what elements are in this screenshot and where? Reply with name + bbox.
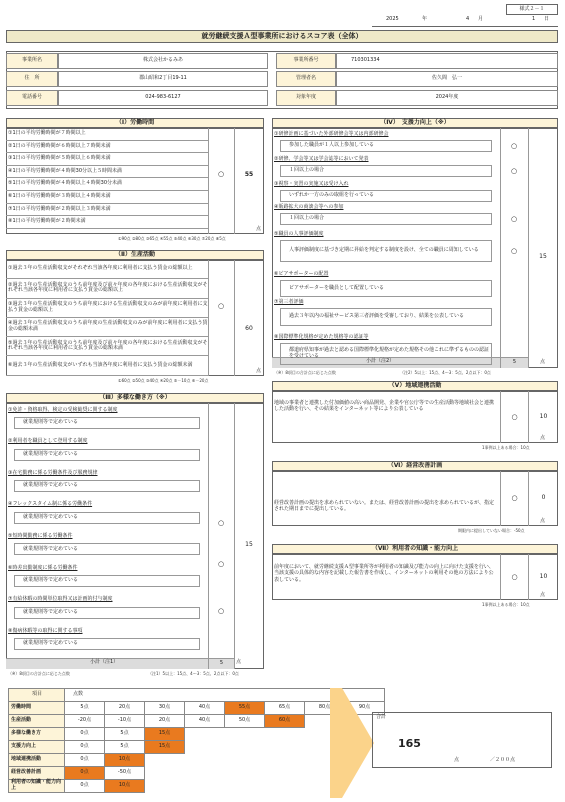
info-name-value: 株式会社かるみあ: [58, 53, 268, 69]
score-cell: 50点: [225, 715, 265, 728]
s3-item-sub: 就業規則等で定めている: [14, 449, 200, 461]
score-cell-empty: [225, 728, 265, 741]
s4-unit: 点: [540, 359, 546, 365]
s3-item-sub: 就業規則等で定めている: [14, 417, 200, 429]
score-cell: 80点: [305, 702, 345, 715]
score-row-label: 経営改善計画: [9, 767, 65, 780]
s1-score-col: [234, 128, 264, 234]
s4-note-left: （※）8項目の合計点に応じた点数: [274, 370, 336, 375]
score-row-label: 利用者の知識・能力向上: [9, 780, 65, 793]
page-title: 就労継続支援Ａ型事業所におけるスコア表（全体）: [6, 30, 558, 43]
score-row-label: 労働時間: [9, 702, 65, 715]
score-cell-empty: [265, 728, 305, 741]
score-cell-empty: [145, 767, 185, 780]
s3-mark-col: [208, 403, 234, 658]
s7-title: （Ⅶ）利用者の知識・能力向上: [272, 544, 558, 554]
s2-unit: 点: [256, 368, 262, 374]
s2-mark: ○: [217, 302, 225, 311]
score-row-label: 多様な働き方: [9, 728, 65, 741]
s6-foot: 期限内に提出していない場合：-50点: [458, 528, 525, 533]
s3-item-head: ③在宅勤務に係る労働条件及び服務規律: [8, 469, 98, 476]
s1-row: ④1日の平均労働時間が４時間30分以上５時間未満: [6, 166, 208, 179]
score-cell: 65点: [265, 702, 305, 715]
s6-unit: 点: [540, 518, 546, 524]
score-cell: 30点: [145, 702, 185, 715]
s1-row: ⑧1日の平均労働時間が２時間未満: [6, 216, 208, 229]
score-cell: 60点: [265, 715, 305, 728]
score-cell: 5点: [105, 741, 145, 754]
s4-item-sub: ピアサポーターを職員として配置している: [280, 280, 492, 297]
s4-item-head: ③視察・実習の実施又は受け入れ: [274, 180, 349, 187]
s1-row: ⑦1日の平均労働時間が２時間以上３時間未満: [6, 204, 208, 217]
s3-note-right: （注1）5以上：15点、4～3：5点、2点以下：0点: [148, 671, 239, 676]
s4-score: 15: [539, 252, 547, 260]
s4-item-mark: ○: [510, 246, 518, 255]
s2-row: ②過去３年の生産活動収支のうち前年度及び前々年度の各年度における生産活動収支がそれぞれ当該各年度に利用者に支払う賃金の総額以上: [6, 279, 208, 298]
s5-foot: 1事例以上ある場合：10点: [482, 445, 530, 450]
s7-mark: ○: [500, 554, 528, 600]
score-cell: -50点: [105, 767, 145, 780]
s3-subtotal-row: [6, 658, 234, 669]
s1-row: ⑥1日の平均労働時間が３時間以上４時間未満: [6, 191, 208, 204]
s5-title: （Ⅴ）地域連携活動: [272, 381, 558, 391]
score-header-item: 項目: [9, 689, 65, 702]
s4-item-mark: ○: [510, 214, 518, 223]
s2-mark-col: [208, 260, 234, 376]
info-num-value: 710301334: [336, 53, 558, 69]
score-row-label: 地域連携活動: [9, 754, 65, 767]
score-table: [8, 688, 385, 793]
total-value: 165: [398, 737, 421, 750]
score-cell: 55点: [225, 702, 265, 715]
form-label: 様式２－１: [506, 4, 558, 15]
s4-title: （Ⅳ） 支援力向上（※）: [272, 118, 558, 128]
date-day-unit: 日: [544, 16, 550, 22]
score-cell: 40点: [185, 715, 225, 728]
score-cell: 10点: [105, 780, 145, 793]
s4-subtotal: 5: [500, 357, 528, 368]
s4-note-right: （注2）5以上：15点、4～3：5点、2点以下：0点: [400, 370, 491, 375]
s3-item-sub: 就業規則等で定めている: [14, 480, 200, 492]
s4-score-col: [528, 128, 558, 368]
score-cell-empty: [145, 780, 185, 793]
s4-item-head: ⑤職員の人事評価制度: [274, 230, 324, 237]
date-line: [372, 17, 558, 27]
score-cell-empty: [185, 767, 225, 780]
score-cell-empty: [185, 728, 225, 741]
info-tel-value: 024-983-6127: [58, 90, 268, 106]
score-cell: 20点: [105, 702, 145, 715]
s4-item-sub: 過去３年以内の福祉サービス第三者評価を受審しており、結果を公表している: [280, 308, 492, 326]
date-day: 1: [532, 16, 536, 22]
s7-unit: 点: [540, 592, 546, 598]
s7-foot: 1事例以上ある場合：10点: [482, 602, 530, 607]
s1-unit: 点: [256, 226, 262, 232]
s4-item-head: ⑧国際標準化規格が定めた規格等の認証等: [274, 333, 369, 340]
s1-score: 55: [244, 170, 254, 178]
date-year: 2025: [386, 16, 399, 22]
score-cell: 0点: [65, 780, 105, 793]
s3-item-head: ⑧傷病休暇等の取得に関する事項: [8, 627, 83, 634]
s4-item-head: ⑦第三者評価: [274, 298, 304, 305]
s5-text: 地域の事業者と連携した付加価値の高い商品開発、企業や官公庁等での生産活動等地域社会と連携した活動を行い、その結果をインターネット等により公表している: [274, 400, 495, 413]
s3-item-head: ⑤短時間勤務に係る労働条件: [8, 533, 73, 540]
s3-item-head: ⑦有給休暇の時間単位取得又は計画的付与制度: [8, 596, 113, 603]
s5-unit: 点: [540, 435, 546, 441]
info-tel-label: 電話番号: [6, 90, 58, 106]
s3-mark-2: ○: [217, 560, 225, 569]
s3-item-head: ②利用者を職員として登用する制度: [8, 438, 88, 445]
info-mgr-value: 佐久間 弘一: [336, 71, 558, 87]
s7-score: 10: [528, 554, 558, 600]
score-cell: -10点: [105, 715, 145, 728]
s3-item-sub: 就業規則等で定めている: [14, 607, 200, 619]
s4-item-sub: 都道府県知事が過去と認める国際標準化規格が定めた規格その他これに準ずるものの認証を受けている: [280, 343, 492, 365]
info-name-label: 事業所名: [6, 53, 58, 69]
info-addr-label: 住 所: [6, 71, 58, 87]
s3-mark-3: ○: [217, 607, 225, 616]
s4-item-mark: ○: [510, 166, 518, 175]
score-cell-empty: [185, 741, 225, 754]
score-cell-empty: [225, 767, 265, 780]
s2-title: （Ⅱ）生産活動: [6, 250, 264, 260]
s1-row: ②1日の平均労働時間が６時間以上７時間未満: [6, 141, 208, 154]
s3-item-head: ⑥時差出勤制度に係る労働条件: [8, 564, 78, 571]
score-cell-empty: [265, 754, 305, 767]
info-year-value: 2024年度: [336, 90, 558, 106]
score-cell: 0点: [65, 767, 105, 780]
total-max: ／２００点: [490, 757, 516, 763]
s3-item-sub: 就業規則等で定めている: [14, 543, 200, 555]
s4-item-head: ①研修計画に基づいた外部研修会等又は内部研修会: [274, 130, 389, 137]
s4-item-head: ②研修、学会等又は学会誌等において発表: [274, 155, 369, 162]
score-cell: 20点: [145, 715, 185, 728]
s6-mark: ○: [500, 471, 528, 526]
score-cell: 0点: [65, 754, 105, 767]
s2-row: ③過去３年の生産活動収支のうち前年度における生産活動収支のみが前年度に利用者に支払う賃金の総額以上: [6, 299, 208, 318]
info-year-label: 対象年度: [276, 90, 336, 106]
s3-subtotal: 5: [208, 658, 234, 669]
score-cell-empty: [225, 780, 265, 793]
score-cell: 5点: [65, 702, 105, 715]
s4-item-sub: 人事評価制度に基づき定期に昇給を判定する制度を設け、全ての職員に周知している: [280, 240, 492, 262]
score-cell: 15点: [145, 728, 185, 741]
s1-title: （Ⅰ）労働時間: [6, 118, 264, 128]
s4-item-sub: いずれか一方のみの取組を行っている: [280, 190, 492, 202]
info-addr-value: 郡山昭和2丁目19-11: [58, 71, 268, 87]
s4-item-sub: １回以上の場合: [280, 213, 492, 225]
s3-subtotal-label: 小計（注1）: [90, 659, 119, 665]
s3-item-head: ①免許・資格取得、検定の受検勧奨に関する制度: [8, 406, 118, 413]
s1-row: ⑤1日の平均労働時間が４時間以上４時間30分未満: [6, 178, 208, 191]
s3-subtotal-unit: 点: [236, 659, 242, 665]
score-cell-empty: [145, 754, 185, 767]
s1-foot: ①90点 ②80点 ③65点 ④55点 ⑤40点 ⑥30点 ⑦20点 ⑧5点: [118, 236, 226, 241]
score-cell: 0点: [65, 728, 105, 741]
s7-text: 前年度において、就労継続支援Ａ型事業所等が利用者の知識及び能力の向上に向けた支援を行い、当該支援の具体的な内容を記載した報告書を作成し、インターネットの利用その他の方法により公表している。: [274, 564, 494, 583]
s2-row: ①過去３年の生産活動収支がそれぞれ当該各年度に利用者に支払う賃金の総額以上: [6, 260, 208, 279]
s4-subtotal-label: 小計（注2）: [366, 358, 395, 364]
arrow-shape: [330, 688, 374, 798]
s3-item-sub: 就業規則等で定めている: [14, 575, 200, 587]
score-cell-empty: [265, 741, 305, 754]
s2-score-col: [234, 260, 264, 376]
s6-title: （Ⅵ）経営改善計画: [272, 461, 558, 471]
s3-item-head: ④フレックスタイム制に係る労働条件: [8, 501, 93, 508]
s2-row: ⑥過去３年の生産活動収支がいずれも当該各年度に利用者に支払う賃金の総額未満: [6, 357, 208, 376]
score-cell-empty: [225, 754, 265, 767]
score-cell: 15点: [145, 741, 185, 754]
s5-score: 10: [528, 391, 558, 443]
info-num-label: 事業所番号: [276, 53, 336, 69]
score-header-points: 点数: [65, 689, 385, 702]
s4-item-head: ④販路拡大の商談会等への参加: [274, 203, 344, 210]
score-cell: -20点: [65, 715, 105, 728]
date-year-unit: 年: [422, 16, 428, 22]
s4-item-sub: １回以上の場合: [280, 165, 492, 177]
s3-item-sub: 就業規則等で定めている: [14, 638, 200, 650]
score-cell-empty: [265, 780, 305, 793]
score-row-label: 支援力向上: [9, 741, 65, 754]
score-row-label: 生産活動: [9, 715, 65, 728]
score-cell-empty: [185, 780, 225, 793]
s3-mark-1: ○: [217, 519, 225, 528]
s1-mark: ○: [217, 170, 225, 179]
s2-row: ④過去３年の生産活動収支のうち前年度の生産活動収支のみが前年度に利用者に支払う賃金の総額未満: [6, 318, 208, 337]
score-cell-empty: [265, 767, 305, 780]
score-cell: 0点: [65, 741, 105, 754]
s5-mark: ○: [500, 391, 528, 443]
score-cell-empty: [185, 754, 225, 767]
total-unit: 点: [454, 757, 460, 763]
s3-item-sub: 就業規則等で定めている: [14, 512, 200, 524]
s3-score: 15: [245, 540, 253, 548]
date-month-unit: 月: [478, 16, 484, 22]
date-month: 4: [466, 16, 470, 22]
s3-score-col: [234, 403, 264, 669]
total-label: 合計: [376, 714, 387, 720]
score-cell-empty: [225, 741, 265, 754]
s1-row: ③1日の平均労働時間が５時間以上６時間未満: [6, 153, 208, 166]
s2-score: 60: [245, 324, 253, 332]
s2-row: ⑤過去３年の生産活動収支のうち前年度及び前々年度の各年度における生産活動収支がそれぞれ当該各年度に利用者に支払う賃金の総額未満: [6, 337, 208, 356]
s6-text: 経営改善計画の提出を求められていない。または、経営改善計画の提出を求められているが、指定された期日までに提出している。: [274, 500, 495, 513]
s1-mark-col: [208, 128, 234, 234]
s3-title: （Ⅲ）多様な働き方（※）: [6, 393, 264, 403]
info-mgr-label: 管理者名: [276, 71, 336, 87]
s6-score: 0: [528, 471, 558, 526]
s4-item-sub: 参加した職員が１人以上参加している: [280, 140, 492, 152]
s1-row: ①1日の平均労働時間が７時間以上: [6, 128, 208, 141]
s2-foot: ①60点 ②50点 ③40点 ④20点 ⑤－10点 ⑥－20点: [118, 378, 209, 383]
s4-item-mark: ○: [510, 141, 518, 150]
score-cell: 10点: [105, 754, 145, 767]
score-cell: 5点: [105, 728, 145, 741]
score-cell: 90点: [345, 702, 385, 715]
score-cell: 40点: [185, 702, 225, 715]
s4-item-head: ⑥ピアサポーターの配置: [274, 270, 329, 277]
s3-note-left: （※）8項目の合計点に応じた点数: [8, 671, 70, 676]
